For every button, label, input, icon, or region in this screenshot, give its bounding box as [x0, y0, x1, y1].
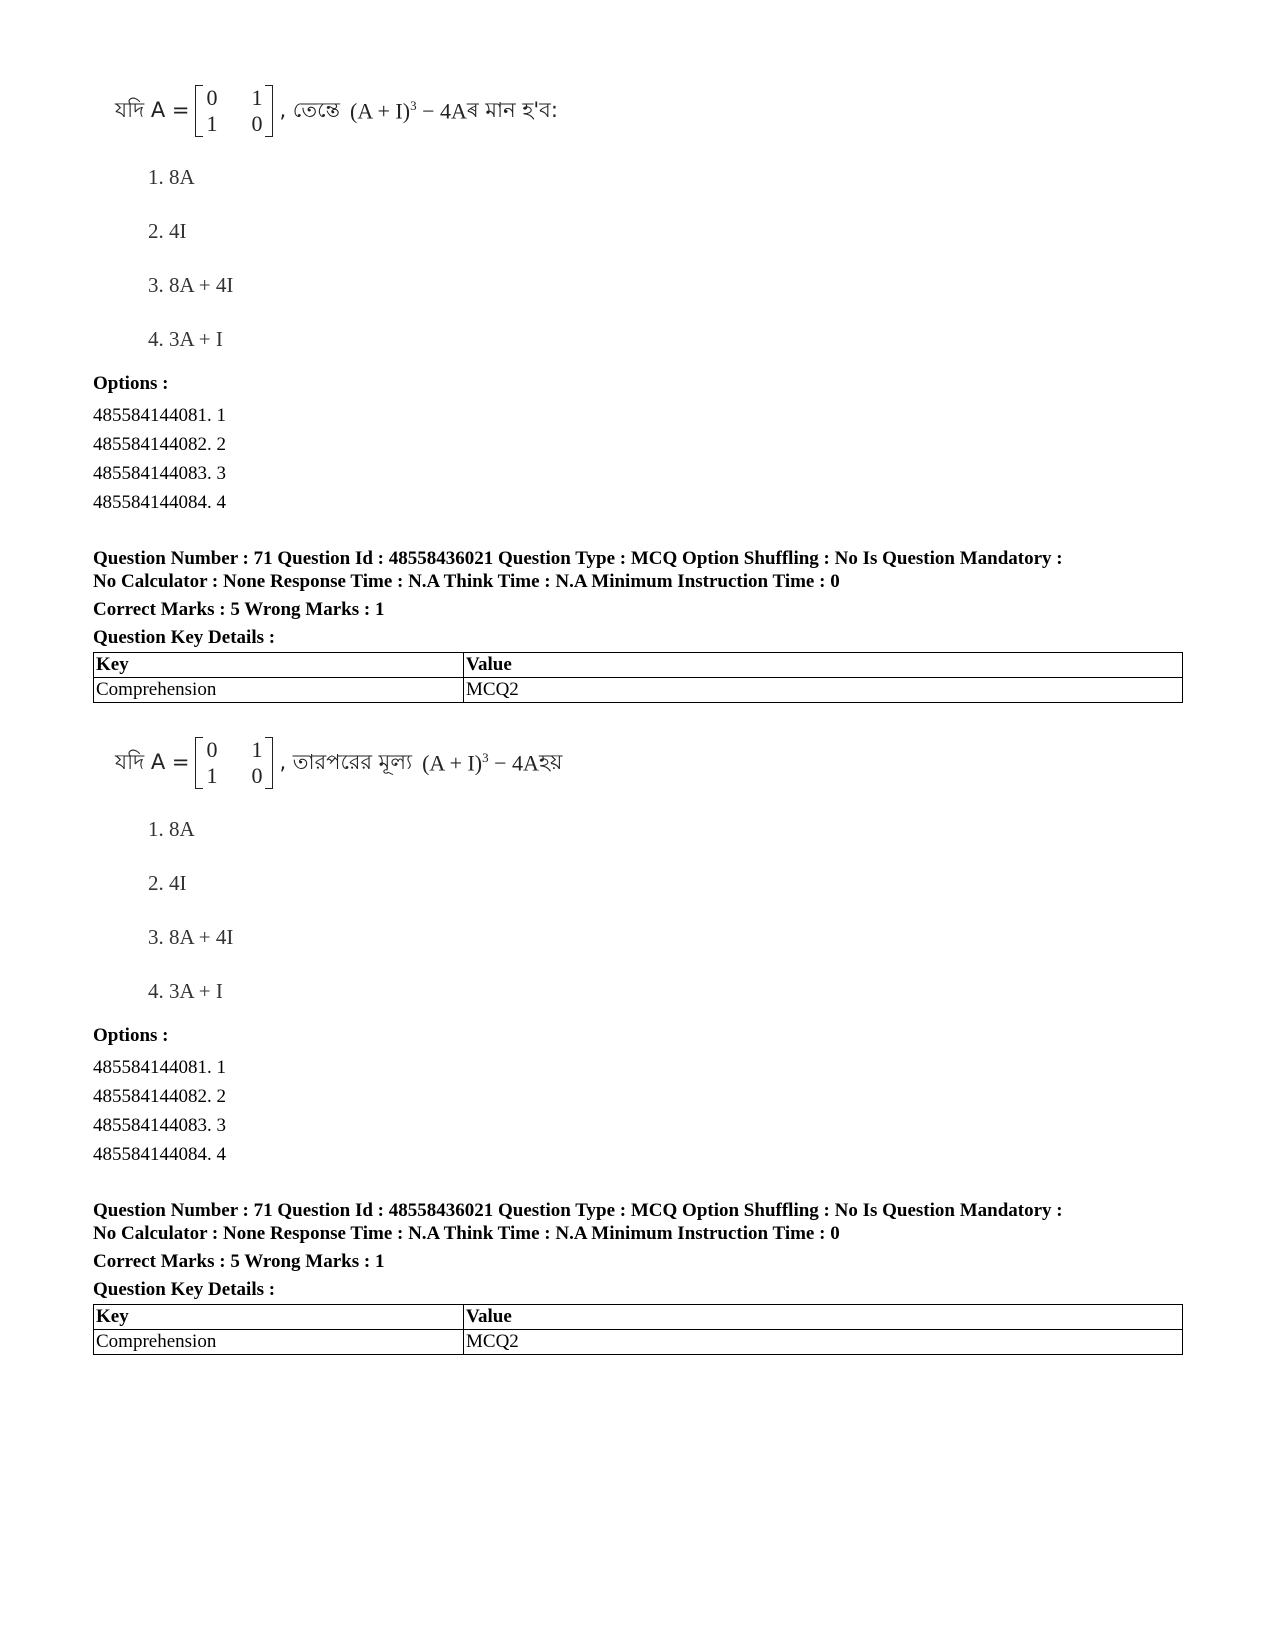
- option-line: 485584144083. 3: [93, 463, 226, 484]
- table-header-value: Value: [464, 1305, 1183, 1330]
- options-section: [93, 1025, 1183, 1169]
- matrix-cell: 1: [251, 737, 263, 762]
- options-title: Options :: [93, 373, 169, 394]
- stem-prefix: যদি A =: [115, 749, 190, 774]
- expr-power: 3: [410, 97, 417, 113]
- table-header-row: [94, 1305, 1183, 1330]
- matrix-cell: 1: [251, 85, 263, 110]
- options-section: [93, 373, 1183, 517]
- question-stem: [115, 80, 558, 142]
- meta-line-1: Question Number : 71 Question Id : 48558436021 Question Type : MCQ Option Shuffling : No Is Question Mandatory :: [93, 1200, 1063, 1221]
- stem-end: ৰ মান হ'ব:: [466, 97, 558, 122]
- matrix-left-bracket: [195, 737, 203, 789]
- expression: [350, 98, 467, 124]
- question-image-bengali: [115, 732, 562, 1030]
- table-cell-key: Comprehension: [94, 1330, 464, 1355]
- choice-item: 3. 8A + 4I: [148, 273, 234, 297]
- choice-list: [148, 814, 562, 1030]
- matrix-right-bracket: [265, 737, 273, 789]
- question-image-assamese: [115, 80, 558, 378]
- expr-base: (A + I): [422, 750, 483, 776]
- table-header-key: Key: [94, 653, 464, 678]
- choice-item: 2. 4I: [148, 871, 187, 895]
- matrix-cell: 0: [206, 737, 218, 762]
- option-line: 485584144084. 4: [93, 1144, 226, 1165]
- stem-suffix: , তারপরের মূল্য: [279, 749, 413, 774]
- choice-item: 1. 8A: [148, 817, 195, 841]
- option-line: 485584144082. 2: [93, 434, 226, 455]
- meta-line-1: Question Number : 71 Question Id : 48558436021 Question Type : MCQ Option Shuffling : No Is Question Mandatory :: [93, 548, 1063, 569]
- option-line: 485584144083. 3: [93, 1115, 226, 1136]
- choice-item: 3. 8A + 4I: [148, 925, 234, 949]
- marks-line: Correct Marks : 5 Wrong Marks : 1: [93, 1251, 385, 1272]
- key-details-table: [93, 1304, 1183, 1355]
- stem-end: হয়: [538, 749, 563, 774]
- table-cell-value: MCQ2: [464, 1330, 1183, 1355]
- stem-prefix: যদি A =: [115, 97, 190, 122]
- expr-base: (A + I): [350, 98, 411, 124]
- matrix-left-bracket: [195, 85, 203, 137]
- table-header-key: Key: [94, 1305, 464, 1330]
- stem-suffix: , তেন্তে: [279, 97, 340, 122]
- table-header-value: Value: [464, 653, 1183, 678]
- matrix-cell: 1: [206, 763, 218, 788]
- expr-tail: − 4A: [488, 750, 539, 776]
- options-title: Options :: [93, 1025, 169, 1046]
- meta-line-2: No Calculator : None Response Time : N.A Think Time : N.A Minimum Instruction Time : 0: [93, 571, 840, 592]
- matrix-cell: 0: [206, 85, 218, 110]
- choice-item: 4. 3A + I: [148, 327, 223, 351]
- table-header-row: [94, 653, 1183, 678]
- table-row: [94, 1330, 1183, 1355]
- option-line: 485584144081. 1: [93, 405, 226, 426]
- choice-item: 4. 3A + I: [148, 979, 223, 1003]
- matrix-cell: 0: [251, 763, 263, 788]
- matrix-a: [195, 85, 273, 137]
- table-row: [94, 678, 1183, 703]
- matrix-right-bracket: [265, 85, 273, 137]
- expr-tail: − 4A: [416, 98, 467, 124]
- matrix-a: [195, 737, 273, 789]
- key-details-title: Question Key Details :: [93, 627, 276, 648]
- key-details-table: [93, 652, 1183, 703]
- marks-line: Correct Marks : 5 Wrong Marks : 1: [93, 599, 385, 620]
- question-meta: [93, 1199, 1183, 1355]
- table-cell-value: MCQ2: [464, 678, 1183, 703]
- expr-power: 3: [482, 749, 489, 765]
- question-meta: [93, 547, 1183, 703]
- choice-list: [148, 162, 558, 378]
- expression: [422, 750, 539, 776]
- matrix-cell: 0: [251, 111, 263, 136]
- key-details-title: Question Key Details :: [93, 1279, 276, 1300]
- choice-item: 1. 8A: [148, 165, 195, 189]
- question-stem: [115, 732, 562, 794]
- meta-line-2: No Calculator : None Response Time : N.A Think Time : N.A Minimum Instruction Time : 0: [93, 1223, 840, 1244]
- option-line: 485584144084. 4: [93, 492, 226, 513]
- option-line: 485584144082. 2: [93, 1086, 226, 1107]
- table-cell-key: Comprehension: [94, 678, 464, 703]
- option-line: 485584144081. 1: [93, 1057, 226, 1078]
- choice-item: 2. 4I: [148, 219, 187, 243]
- matrix-cell: 1: [206, 111, 218, 136]
